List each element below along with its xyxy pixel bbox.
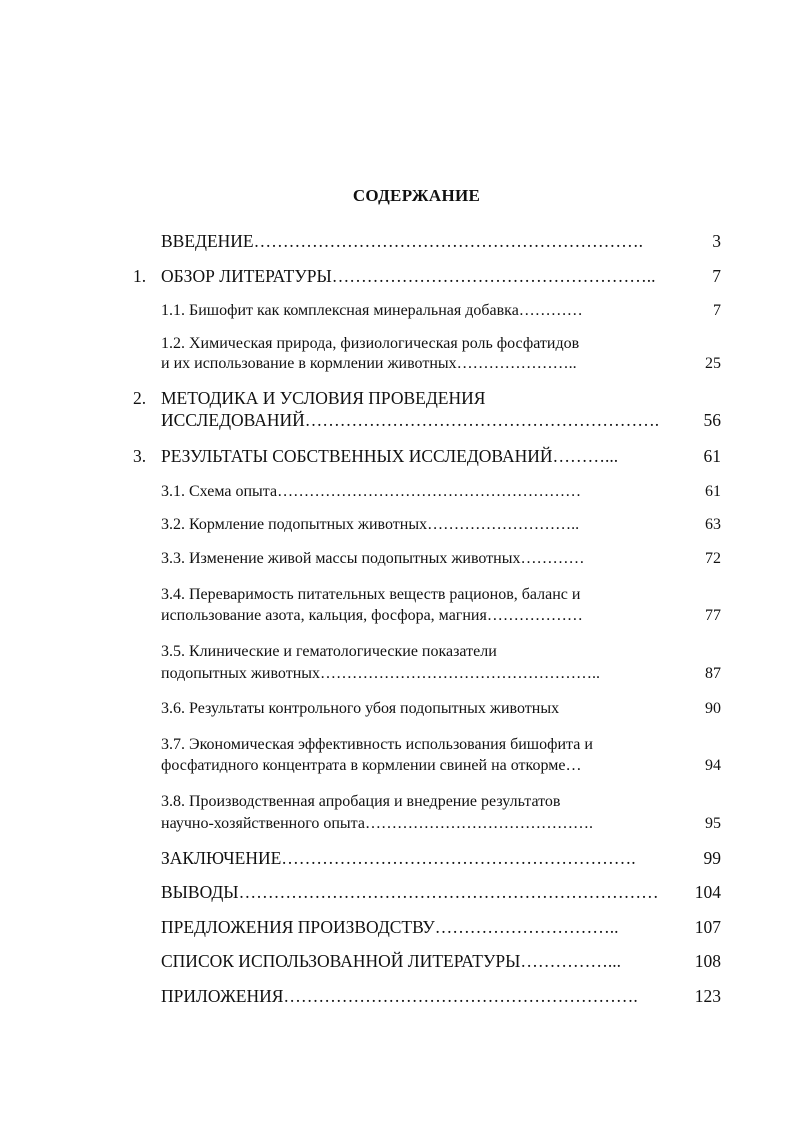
toc-entry-text: 3.2. Кормление подопытных животных……………………….. <box>161 516 580 533</box>
toc-entry-text: 1.2. Химическая природа, физиологическая роль фосфатидов <box>161 335 580 352</box>
toc-page-number: 25 <box>705 355 721 372</box>
toc-entry-text: 3.7. Экономическая эффективность использования бишофита и <box>161 736 593 753</box>
toc-page-number: 61 <box>705 483 721 500</box>
toc-entry-text: ВВЕДЕНИЕ…………………………………………………………. <box>161 231 644 251</box>
toc-page-number: 3 <box>712 231 721 251</box>
toc-page-number: 90 <box>705 700 721 717</box>
toc-entry-text: ПРИЛОЖЕНИЯ……………………………………………………. <box>161 986 638 1006</box>
toc-entry-text: 3.1. Схема опыта………………………………………………… <box>161 483 582 500</box>
toc-entry-text: использование азота, кальция, фосфора, магния……………… <box>161 607 583 624</box>
toc-page-number: 63 <box>705 516 721 533</box>
toc-page-number: 87 <box>705 665 721 682</box>
toc-entry-text: ИССЛЕДОВАНИЙ……………………………………………………. <box>161 410 660 430</box>
toc-entry-text: МЕТОДИКА И УСЛОВИЯ ПРОВЕДЕНИЯ <box>161 388 486 408</box>
toc-entry-text: ЗАКЛЮЧЕНИЕ……………………………………………………. <box>161 848 636 868</box>
toc-page-number: 7 <box>713 302 721 319</box>
toc-entry-text: РЕЗУЛЬТАТЫ СОБСТВЕННЫХ ИССЛЕДОВАНИЙ………... <box>161 446 619 466</box>
toc-page-number: 104 <box>694 882 721 902</box>
toc-section-number: 3. <box>133 446 147 466</box>
toc-section-number: 1. <box>133 266 147 286</box>
toc-entry-text: 3.6. Результаты контрольного убоя подопытных животных <box>161 700 560 717</box>
toc-entry-text: ПРЕДЛОЖЕНИЯ ПРОИЗВОДСТВУ………………………….. <box>161 917 619 937</box>
toc-page-number: 123 <box>694 986 721 1006</box>
toc-entry-text: 3.8. Производственная апробация и внедрение результатов <box>161 793 561 810</box>
toc-entry-text: научно-хозяйственного опыта……………………………………. <box>161 815 593 832</box>
toc-page-number: 95 <box>705 815 721 832</box>
toc-entry-text: ВЫВОДЫ……………………………………………………………… <box>161 882 659 902</box>
toc-page-number: 77 <box>705 607 721 624</box>
toc-page-number: 99 <box>703 848 721 868</box>
toc-page-number: 94 <box>705 757 721 774</box>
toc-entry-text: фосфатидного концентрата в кормлении свиней на откорме… <box>161 757 582 774</box>
toc-entry-text: 3.4. Переваримость питательных веществ рационов, баланс и <box>161 586 581 603</box>
toc-title: СОДЕРЖАНИЕ <box>352 186 481 205</box>
toc-page-number: 72 <box>705 550 721 567</box>
toc-page-number: 56 <box>703 410 721 430</box>
toc-page-number: 108 <box>694 951 721 971</box>
toc-section-number: 2. <box>133 388 147 408</box>
toc-entry-text: 1.1. Бишофит как комплексная минеральная добавка………… <box>161 302 583 319</box>
toc-entry-text: ОБЗОР ЛИТЕРАТУРЫ……………………………………………….. <box>161 266 656 286</box>
toc-entry-text: и их использование в кормлении животных………………….. <box>161 355 577 372</box>
toc-page-number: 107 <box>694 917 721 937</box>
toc-page-number: 7 <box>712 266 721 286</box>
toc-entry-text: СПИСОК ИСПОЛЬЗОВАННОЙ ЛИТЕРАТУРЫ……………... <box>161 951 621 971</box>
toc-entry-text: 3.3. Изменение живой массы подопытных животных………… <box>161 550 585 567</box>
toc-entry-text: подопытных животных…………………………………………….. <box>161 665 601 682</box>
toc-entry-text: 3.5. Клинические и гематологические показатели <box>161 643 497 660</box>
toc-page-number: 61 <box>703 446 721 466</box>
